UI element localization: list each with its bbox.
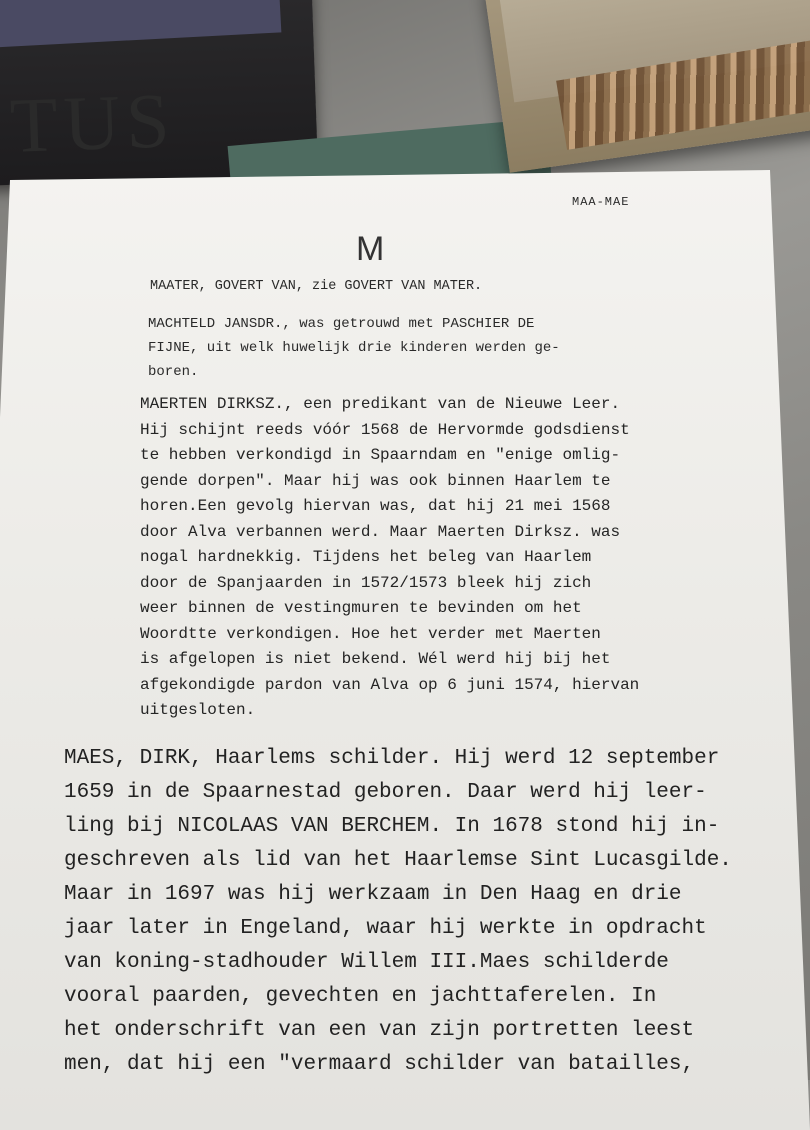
text-line: Hij schijnt reeds vóór 1568 de Hervormde godsdienst	[140, 420, 630, 439]
text-line: MAATER, GOVERT VAN, zie GOVERT VAN MATER.	[150, 279, 483, 294]
text-line: afgekondigde pardon van Alva op 6 juni 1574, hiervan	[140, 675, 640, 694]
entry-maerten	[140, 392, 639, 724]
text-line: MAES, DIRK, Haarlems schilder. Hij werd 12 september	[64, 747, 720, 770]
page-header: MAA-MAE	[572, 195, 630, 209]
text-line: uitgesloten.	[140, 701, 256, 719]
text-line: is afgelopen is niet bekend. Wél werd hij bij het	[140, 650, 611, 668]
text-line: horen.Een gevolg hiervan was, dat hij 21 mei 1568	[140, 497, 611, 515]
text-line: jaar later in Engeland, waar hij werkte in opdracht	[64, 917, 707, 940]
text-line: MACHTELD JANSDR., was getrouwd met PASCHIER DE	[148, 316, 535, 332]
text-line: weer binnen de vestingmuren te bevinden om het	[140, 599, 582, 617]
entry-machteld	[148, 312, 560, 384]
book-title: TUS	[8, 76, 177, 169]
entry-maes	[64, 742, 732, 1082]
text-line: gende dorpen". Maar hij was ook binnen Haarlem te	[140, 471, 611, 490]
text-line: door Alva verbannen werd. Maar Maerten Dirksz. was	[140, 522, 621, 541]
text-line: Woordtte verkondigen. Hoe het verder met Maerten	[140, 624, 601, 643]
text-line: FIJNE, uit welk huwelijk drie kinderen werden ge-	[148, 340, 560, 356]
text-line: van koning-stadhouder Willem III.Maes schilderde	[64, 951, 669, 974]
text-line: het onderschrift van een van zijn portretten leest	[64, 1019, 695, 1042]
text-line: Maar in 1697 was hij werkzaam in Den Haag en drie	[64, 883, 682, 906]
section-letter: M	[356, 230, 385, 268]
text-line: vooral paarden, gevechten en jachttaferelen. In	[64, 985, 657, 1008]
entry-maater	[150, 275, 482, 298]
text-line: nogal hardnekkig. Tijdens het beleg van Haarlem	[140, 548, 592, 566]
text-line: door de Spanjaarden in 1572/1573 bleek hij zich	[140, 573, 592, 592]
text-line: men, dat hij een "vermaard schilder van batailles,	[64, 1053, 695, 1076]
text-line: geschreven als lid van het Haarlemse Sint Lucasgilde.	[64, 849, 732, 872]
text-line: ling bij NICOLAAS VAN BERCHEM. In 1678 stond hij in-	[64, 815, 720, 838]
text-line: MAERTEN DIRKSZ., een predikant van de Nieuwe Leer.	[140, 395, 621, 413]
text-line: te hebben verkondigd in Spaarndam en "enige omlig-	[140, 446, 621, 464]
text-line: boren.	[148, 364, 199, 380]
text-line: 1659 in de Spaarnestad geboren. Daar werd hij leer-	[64, 781, 707, 804]
